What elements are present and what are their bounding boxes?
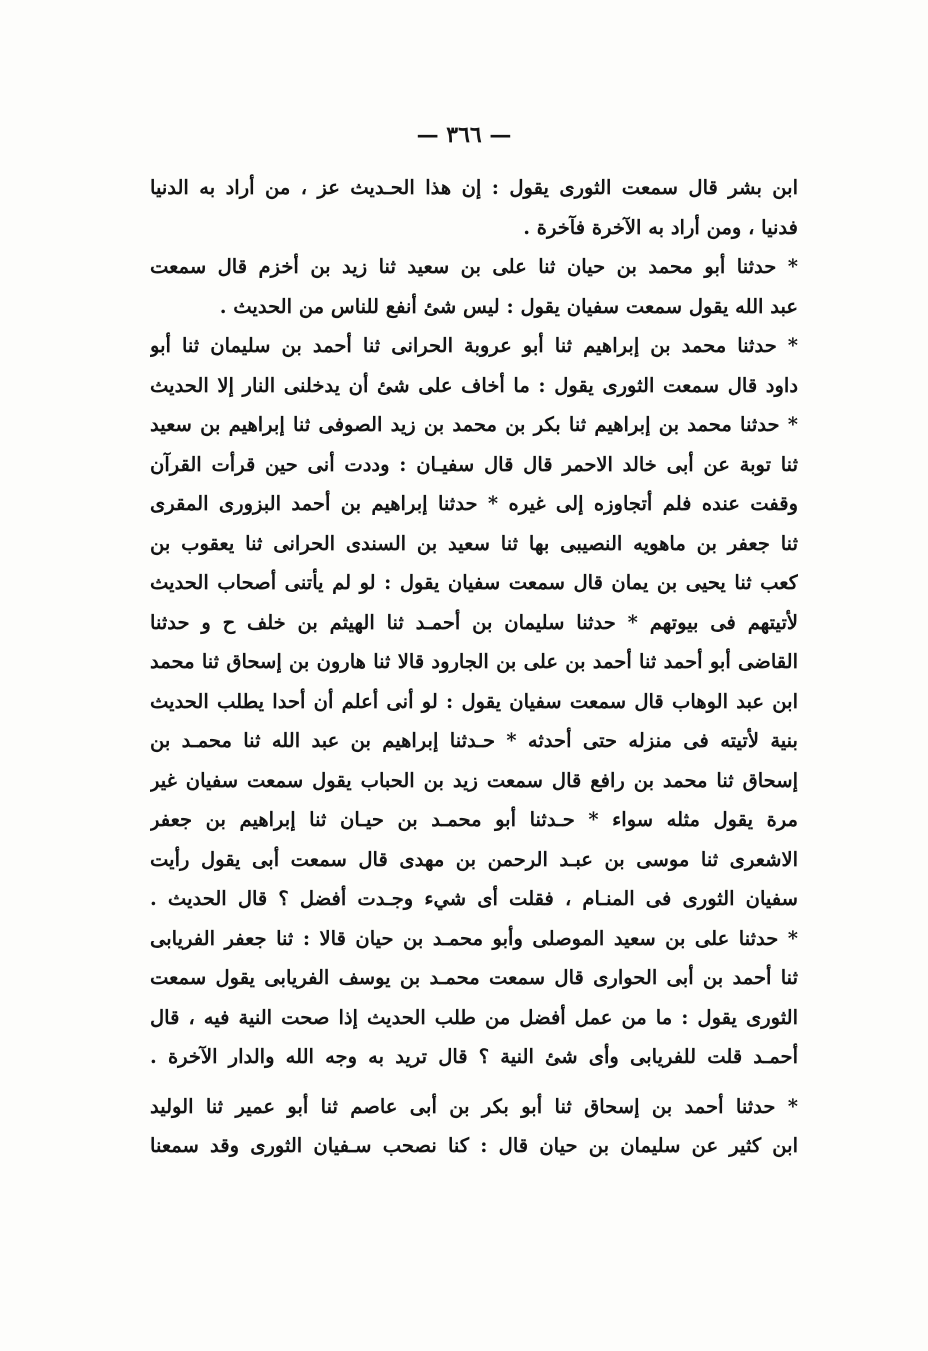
text-line: * حدثنا محمد بن إبراهيم ثنا أبو عروبة الحرانى ثنا أحمد بن سليمان ثنا أبو — [150, 334, 798, 357]
text-line: بنية لأتيته فى منزله حتى أحدثه * حـدثنا إبراهيم بن عبد الله ثنا محمـد بن — [150, 729, 798, 752]
text-line: ابن كثير عن سليمان بن حيان قال : كنا نصحب سـفيان الثورى وقد سمعنا — [150, 1134, 798, 1157]
text-line: * حدثنا أحمد بن إسحاق ثنا أبو بكر بن أبى عاصم ثنا أبو عمير ثنا الوليد — [150, 1094, 798, 1118]
body-text — [150, 168, 798, 1166]
page-number: — ٣٦٦ — — [416, 122, 512, 148]
text-line: ابن عبد الوهاب قال سمعت سفيان يقول : لو أنى أعلم أن أحدا يطلب الحديث — [150, 689, 798, 713]
text-line: ابن بشر قال سمعت الثورى يقول : إن هذا الحـديث عز ، من أراد به الدنيا — [150, 176, 798, 199]
text-line: فدنيا ، ومن أراد به الآخرة فآخرة . — [523, 215, 798, 239]
text-line: عبد الله يقول سمعت سفيان يقول : ليس شئ أنفع للناس من الحديث . — [219, 294, 798, 318]
text-line: * حدثنا أبو محمد بن حيان ثنا على بن سعيد ثنا زيد بن أخزم قال سمعت — [150, 255, 798, 278]
text-line: داود قال سمعت الثورى يقول : ما أخاف على شئ أن يدخلنى النار إلا الحديث — [150, 373, 798, 397]
text-line: سفيان الثورى فى المنـام ، فقلت أى شيء وجـدت أفضل ؟ قال الحديث . — [150, 887, 798, 910]
text-line: الاشعرى ثنا موسى بن عبـد الرحمن بن مهدى قال سمعت أبى يقول رأيت — [150, 847, 798, 871]
text-line: ثنا جعفر بن ماهويه النصيبى بها ثنا سعيد بن السندى الحرانى ثنا يعقوب بن — [150, 531, 798, 555]
text-line: * حدثنا على بن سعيد الموصلى وأبو محمـد بن حيان قالا : ثنا جعفر الفريابى — [150, 926, 798, 950]
text-line: لأتيتهم فى بيوتهم * حدثنا سليمان بن أحمـد ثنا الهيثم بن خلف ح و حدثنا — [150, 610, 798, 634]
text-line: الثورى يقول : ما من عمل أفضل من طلب الحديث إذا صحت النية فيه ، قال — [150, 1005, 798, 1029]
text-line: مرة يقول مثله سواء * حـدثنا أبو محمـد بن حيـان ثنا إبراهيم بن جعفر — [150, 808, 798, 831]
text-line: كعب ثنا يحيى بن يمان قال سمعت سفيان يقول : لو لم يأتنى أصحاب الحديث — [150, 571, 798, 594]
text-line: القاضى أبو أحمد ثنا أحمد بن على بن الجارود قالا ثنا هارون بن إسحاق ثنا محمد — [150, 650, 798, 673]
text-line: أحمـد قلت للفريابى وأى شئ النية ؟ قال تريد به وجه الله والدار الآخرة . — [150, 1045, 798, 1068]
text-line: إسحاق ثنا محمد بن رافع قال سمعت زيد بن الحباب يقول سمعت سفيان غير — [150, 768, 798, 792]
text-line: ثنا توبة عن أبى خالد الاحمر قال قال سفيـان : وددت أنى حين قرأت القرآن — [150, 452, 798, 476]
text-line: * حدثنا محمد بن إبراهيم ثنا بكر بن محمد بن زيد الصوفى ثنا إبراهيم بن سعيد — [150, 413, 798, 436]
text-line: ثنا أحمد بن أبى الحوارى قال سمعت محمـد بن يوسف الفريابى يقول سمعت — [150, 966, 798, 989]
text-line: وقفت عنده فلم أتجاوزه إلى غيره * حدثنا إبراهيم بن أحمد البزورى المقرى — [150, 492, 798, 515]
